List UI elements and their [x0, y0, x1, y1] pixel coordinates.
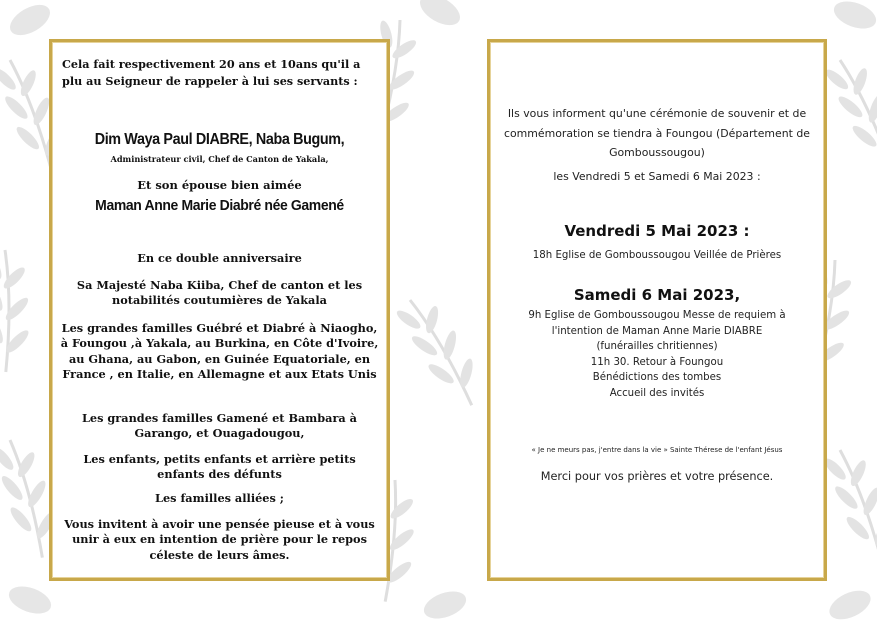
deceased-name: Dim Waya Paul DIABRE, Naba Bugum,: [94, 131, 345, 148]
intro-text: Cela fait respectivement 20 ans et 10ans qu'il a plu au Seigneur de rappeler à lui ses servants :: [62, 57, 361, 88]
deceased-title: Administrateur civil, Chef de Canton de Yakala,: [110, 154, 329, 164]
saturday-heading: Samedi 6 Mai 2023,: [573, 286, 741, 304]
announcement-text: Ils vous informent qu'une cérémonie de souvenir et de commémoration se tiendra à Foungou (Département de Gomboussougou): [504, 107, 810, 159]
saturday-line: (funérailles chritiennes): [596, 341, 718, 353]
children-text: Les enfants, petits enfants et arrière petits enfants des défunts: [83, 452, 356, 482]
families-gamene-text: Les grandes familles Gamené et Bambara à Garango, et Ouagadougou,: [81, 411, 358, 441]
saturday-line: 11h 30. Retour à Foungou: [590, 356, 724, 368]
allied-families-text: Les familles alliées ;: [155, 491, 284, 505]
friday-heading: Vendredi 5 Mai 2023 :: [564, 222, 750, 240]
friday-line: 18h Eglise de Gomboussougou Veillée de Prières: [532, 250, 782, 261]
majesty-text: Sa Majesté Naba Kiiba, Chef de canton et les notabilités coutumières de Yakala: [76, 278, 363, 308]
right-panel: [487, 39, 827, 581]
families-guebre-text: Les grandes familles Guébré et Diabré à Niaogho, à Foungou ,à Yakala, au Burkina, en Côte d'Ivoire, au Ghana, au Gabon, en Guinée Equatoriale, en France , en Italie, en Allemagne et aux Etats Unis: [60, 321, 379, 382]
spouse-intro: Et son épouse bien aimée: [137, 178, 302, 192]
left-panel: [49, 39, 390, 581]
anniversary-text: En ce double anniversaire: [137, 251, 302, 265]
quote-text: « Je ne meurs pas, j'entre dans la vie » Sainte Thérese de l'enfant Jésus: [531, 446, 783, 454]
thanks-text: Merci pour vos prières et votre présence.: [540, 470, 774, 483]
dates-text: les Vendredi 5 et Samedi 6 Mai 2023 :: [553, 170, 761, 183]
saturday-line: 9h Eglise de Gomboussougou Messe de requiem à: [528, 310, 786, 321]
saturday-line: Bénédictions des tombes: [592, 372, 722, 384]
saturday-line: Accueil des invités: [609, 387, 705, 399]
saturday-program: [490, 308, 824, 402]
saturday-line: l'intention de Maman Anne Marie DIABRE: [551, 325, 763, 337]
invitation-text: Vous invitent à avoir une pensée pieuse et à vous unir à eux en intention de prière pour le repos céleste de leurs âmes.: [64, 517, 375, 562]
spouse-name: Maman Anne Marie Diabré née Gamené: [95, 197, 344, 214]
